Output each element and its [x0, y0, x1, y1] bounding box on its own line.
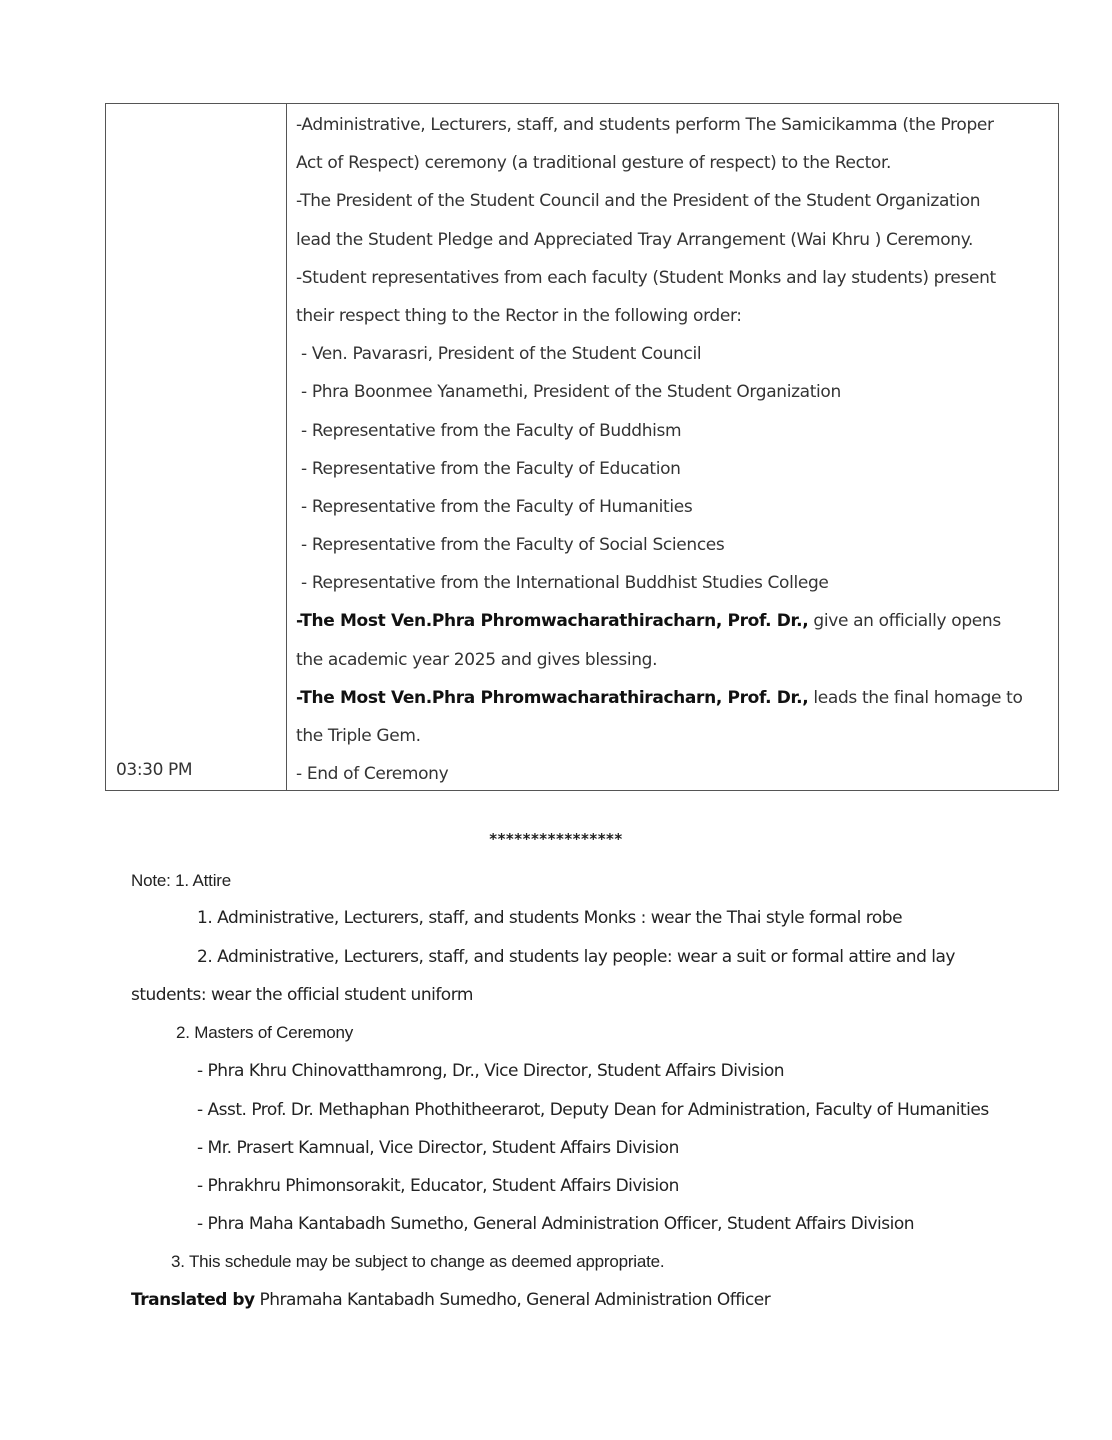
- translated-by-line: [131, 1289, 770, 1311]
- schedule-line: [296, 495, 1056, 533]
- schedule-line-text: the Triple Gem.: [296, 726, 421, 746]
- schedule-line: [296, 648, 1056, 686]
- attire-heading: Note: 1. Attire: [131, 871, 231, 890]
- schedule-line-text: - Phra Boonmee Yanamethi, President of the Student Organization: [301, 382, 841, 403]
- attire-item-2-line-2: students: wear the official student uniform: [131, 985, 473, 1005]
- schedule-line: [296, 419, 1056, 457]
- mc-list-item: - Phrakhru Phimonsorakit, Educator, Student Affairs Division: [197, 1176, 679, 1196]
- schedule-line: [296, 113, 1056, 151]
- schedule-line-text: - Representative from the Faculty of Education: [301, 458, 681, 479]
- schedule-line-text: -Administrative, Lecturers, staff, and students perform The Samicikamma (the Proper: [296, 115, 994, 135]
- schedule-line: [296, 342, 1056, 380]
- mc-list-item: - Asst. Prof. Dr. Methaphan Phothitheerarot, Deputy Dean for Administration, Faculty of Humanities: [197, 1100, 989, 1120]
- schedule-line: [296, 533, 1056, 571]
- schedule-line-text: -Student representatives from each faculty (Student Monks and lay students) present: [296, 267, 996, 288]
- schedule-change-note: 3. This schedule may be subject to change as deemed appropriate.: [171, 1252, 665, 1271]
- schedule-line-bold-name: -The Most Ven.Phra Phromwacharathiracharn, Prof. Dr.,: [296, 611, 809, 632]
- table-column-divider: [286, 104, 287, 790]
- translated-by-label: Translated by: [131, 1290, 255, 1310]
- section-separator: ****************: [489, 830, 623, 848]
- translator-name: Phramaha Kantabadh Sumedho, General Administration Officer: [254, 1290, 771, 1310]
- schedule-line-text: give an officially opens: [808, 611, 1001, 632]
- schedule-line: [296, 189, 1056, 227]
- schedule-line: [296, 151, 1056, 189]
- mc-heading: 2. Masters of Ceremony: [176, 1023, 353, 1042]
- mc-list-item: - Phra Khru Chinovatthamrong, Dr., Vice Director, Student Affairs Division: [197, 1061, 785, 1081]
- schedule-line-text: leads the final homage to: [808, 687, 1023, 708]
- schedule-line: [296, 571, 1056, 609]
- schedule-activity-cell: [296, 113, 1056, 800]
- schedule-line: [296, 380, 1056, 418]
- schedule-line-text: - Representative from the Faculty of Social Sciences: [301, 535, 725, 556]
- schedule-line-bold-name: -The Most Ven.Phra Phromwacharathiracharn, Prof. Dr.,: [296, 687, 809, 708]
- schedule-line: [296, 228, 1056, 266]
- schedule-line-text: - Ven. Pavarasri, President of the Student Council: [301, 344, 702, 365]
- attire-item-2-line-1: 2. Administrative, Lecturers, staff, and students lay people: wear a suit or formal attire and lay: [197, 947, 955, 967]
- schedule-table: [105, 103, 1059, 791]
- schedule-line: [296, 609, 1056, 647]
- attire-item-1: 1. Administrative, Lecturers, staff, and students Monks : wear the Thai style formal robe: [197, 908, 903, 928]
- mc-list-item: - Mr. Prasert Kamnual, Vice Director, Student Affairs Division: [197, 1138, 679, 1158]
- schedule-line-text: - Representative from the Faculty of Buddhism: [301, 420, 682, 441]
- schedule-line-text: their respect thing to the Rector in the following order:: [296, 305, 742, 326]
- schedule-line: [296, 686, 1056, 724]
- mc-list-item: - Phra Maha Kantabadh Sumetho, General Administration Officer, Student Affairs Division: [197, 1214, 915, 1234]
- schedule-line-text: -The President of the Student Council and the President of the Student Organization: [296, 191, 981, 212]
- schedule-line: [296, 304, 1056, 342]
- schedule-line-text: - End of Ceremony: [296, 764, 449, 785]
- schedule-line-text: - Representative from the Faculty of Humanities: [301, 496, 693, 517]
- schedule-line-text: lead the Student Pledge and Appreciated Tray Arrangement (Wai Khru ) Ceremony.: [296, 229, 974, 250]
- schedule-line-text: - Representative from the International Buddhist Studies College: [301, 573, 829, 594]
- schedule-line: [296, 762, 1056, 800]
- schedule-time-cell: 03:30 PM: [116, 760, 193, 780]
- schedule-line: [296, 266, 1056, 304]
- schedule-line: [296, 457, 1056, 495]
- schedule-line: [296, 724, 1056, 762]
- schedule-line-text: Act of Respect) ceremony (a traditional gesture of respect) to the Rector.: [296, 153, 892, 174]
- schedule-line-text: the academic year 2025 and gives blessing.: [296, 649, 658, 670]
